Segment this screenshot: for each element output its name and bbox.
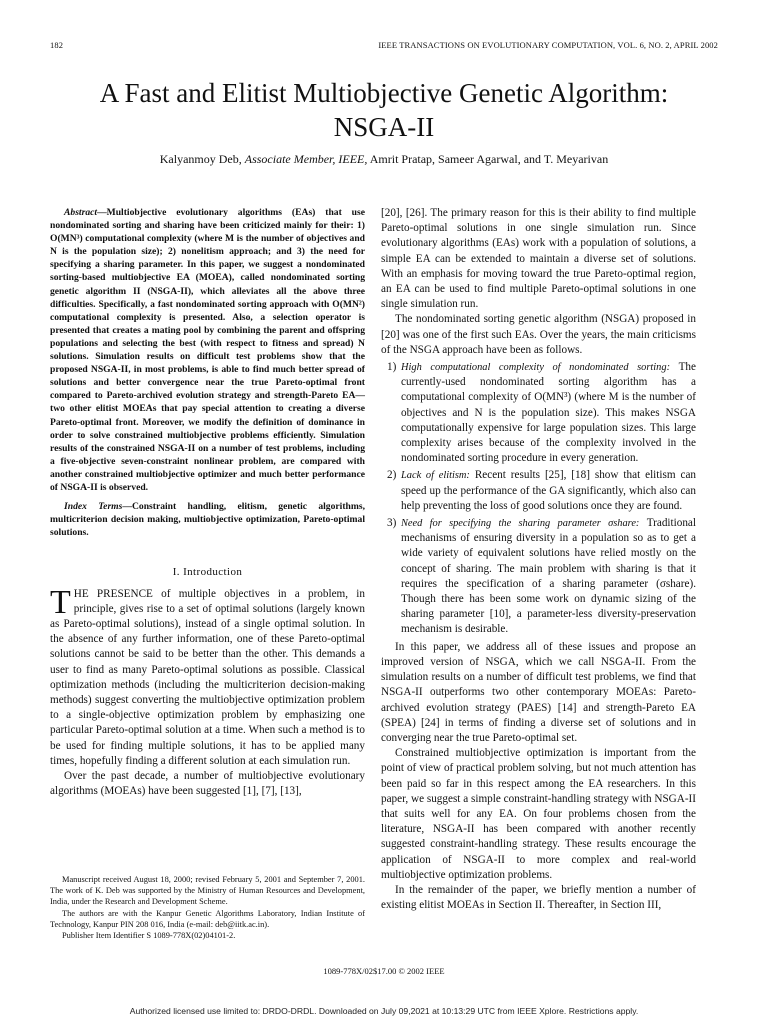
license-notice: Authorized licensed use limited to: DRDO-DRDL. Downloaded on July 09,2021 at 10:13:29 UTC from IEEE Xplore. Restrictions apply. — [129, 1006, 639, 1016]
list-item-heading: High computational complexity of nondominated sorting: — [401, 362, 671, 374]
list-item-number: 3) — [387, 517, 397, 530]
author-others: Amrit Pratap, Sameer Agarwal, and T. Meyarivan — [369, 152, 609, 166]
drop-cap: T — [50, 583, 71, 621]
footnote-affiliation: The authors are with the Kanpur Genetic Algorithms Laboratory, Indian Institute of Technology, Kanpur PIN 208 016, India (e-mail: deb@iitk.ac.in). — [50, 908, 365, 929]
list-item-number: 1) — [387, 361, 397, 374]
list-item-heading: Lack of elitism: — [401, 470, 470, 482]
copyright-line: 1089-778X/02$17.00 © 2002 IEEE — [323, 966, 445, 976]
section-heading-introduction: I. Introduction — [172, 566, 243, 579]
title-line-1: A Fast and Elitist Multiobjective Genetic Algorithm: — [99, 78, 669, 108]
list-item — [381, 360, 696, 466]
page-number: 182 — [50, 40, 64, 50]
intro-paragraph-2: Over the past decade, a number of multiobjective evolutionary algorithms (MOEAs) have been suggested [1], [7], [13], — [50, 769, 365, 798]
paper-title — [40, 76, 728, 144]
list-item-text: Recent results [25], [18] show that elitism can speed up the performance of the GA significantly, which also can help preventing the loss of good solutions once they are found. — [401, 469, 696, 512]
journal-header: IEEE TRANSACTIONS ON EVOLUTIONARY COMPUTATION, VOL. 6, NO. 2, APRIL 2002 — [378, 40, 718, 50]
running-header — [50, 40, 718, 54]
abstract-text: —Multiobjective evolutionary algorithms (EAs) that use nondominated sorting and sharing have been criticized mainly for their: 1) O(MN³) computational complexity (where M is the number of objectives and N is the population size); 2) nonelitism approach; and 3) the need for specifying a sharing parameter. In this paper, we suggest a nondominated sorting-based multiobjective EA (MOEA), called nondominated sorting genetic algorithm II (NSGA-II), which alleviates all the above three difficulties. Specifically, a fast nondominated sorting approach with O(MN²) computational complexity is presented. Also, a selection operator is presented that creates a mating pool by combining the parent and offspring populations and selecting the best (with respect to fitness and spread) N solutions. Simulation results on difficult test problems show that the proposed NSGA-II, in most problems, is able to find much better spread of solutions and better convergence near the true Pareto-optimal front compared to Pareto-archived evolution strategy and strength-Pareto EA—two other elitist MOEAs that pay special attention to creating a diverse Pareto-optimal front. Moreover, we modify the definition of dominance in order to solve constrained multiobjective problems efficiently. Simulation results of the constrained NSGA-II on a number of test problems, including a five-objective seven-constraint nonlinear problem, are compared with another constrained multiobjective optimizer and much better performance of NSGA-II is observed. — [50, 207, 365, 493]
right-paragraph-2: The nondominated sorting genetic algorithm (NSGA) proposed in [20] was one of the first such EAs. Over the years, the main criticisms of the NSGA approach have been as follows. — [381, 313, 696, 356]
author-affiliation: Associate Member, IEEE, — [244, 152, 368, 166]
abstract-label: Abstract — [64, 207, 98, 218]
footnote-publisher-id: Publisher Item Identifier S 1089-778X(02)04101-2. — [62, 931, 236, 941]
intro-paragraph-1 — [50, 583, 365, 769]
title-line-2: NSGA-II — [333, 112, 435, 142]
list-item-text: The currently-used nondominated sorting algorithm has a computational complexity of O(MN³) (where M is the number of objectives and N is the population size). This makes NSGA computationally expensive for large population sizes. This large complexity arises because of the complexity involved in the nondominated sorting procedure in every generation. — [401, 361, 696, 465]
right-paragraph-5: In the remainder of the paper, we briefly mention a number of existing elitist MOEAs in Section II. Thereafter, in Section III, — [381, 883, 696, 912]
intro-paragraph-1-text: HE PRESENCE of multiple objectives in a problem, in principle, gives rise to a set of optimal solutions (largely known as Pareto-optimal solutions), instead of a single optimal solution. In the absence of any further information, one of these Pareto-optimal solutions cannot be said to be better than the other. This demands a user to find as many Pareto-optimal solutions as possible. Classical optimization methods (including the multicriterion decision-making methods) suggest converting the multiobjective optimization problem to a single-objective optimization problem by emphasizing one particular Pareto-optimal solution at a time. When such a method is to be used for finding multiple solutions, it has to be applied many times, hopefully finding a different solution at each simulation run. — [50, 587, 365, 767]
right-paragraph-3: In this paper, we address all of these issues and propose an improved version of NSGA, which we call NSGA-II. From the simulation results on a number of difficult test problems, we find that NSGA-II outperforms two other contemporary MOEAs: Pareto-archived evolution strategy (PAES) [14] and strength-Pareto EA (SPEA) [24] in terms of finding a diverse set of solutions and in converging near the true Pareto-optimal set. — [381, 640, 696, 744]
criticism-list — [381, 360, 696, 638]
index-terms-text: —Constraint handling, elitism, genetic algorithms, multicriterion decision making, multiobjective optimization, Pareto-optimal solutions. — [50, 501, 365, 539]
left-column — [50, 206, 365, 799]
list-item-number: 2) — [387, 469, 397, 482]
abstract — [50, 206, 365, 494]
footnote-manuscript: Manuscript received August 18, 2000; revised February 5, 2001 and September 7, 2001. The work of K. Deb was supported by the Ministry of Human Resources and Development, India, under the Research and Development Scheme. — [50, 875, 365, 907]
author-primary: Kalyanmoy Deb, — [159, 152, 242, 166]
right-paragraph-4: Constrained multiobjective optimization is important from the point of view of practical problem solving, but not much attention has been paid so far in this respect among the EA researchers. In this paper, we suggest a simple constraint-handling strategy with NSGA-II that suits well for any EA. On four problems chosen from the literature, NSGA-II has been compared with another recently suggested constraint-handling strategy. These results encourage the application of NSGA-II to more complex and real-world multiobjective optimization problems. — [381, 747, 696, 881]
list-item — [381, 516, 696, 638]
right-column — [381, 206, 696, 913]
footnote — [50, 874, 365, 941]
author-list — [40, 152, 728, 167]
list-item-heading: Need for specifying the sharing parameter σshare: — [401, 518, 640, 530]
index-terms — [50, 500, 365, 539]
index-terms-label: Index Terms — [64, 501, 123, 513]
list-item-text: Traditional mechanisms of ensuring diversity in a population so as to get a wide variety of equivalent solutions have relied mostly on the concept of sharing. The main problem with sharing is that it requires the specification of a sharing parameter (σshare). Though there has been some work on dynamic sizing of the sharing parameter [10], a parameter-less diversity-preservation mechanism is desirable. — [401, 517, 697, 636]
list-item — [381, 468, 696, 514]
right-paragraph-1: [20], [26]. The primary reason for this is their ability to find multiple Pareto-optimal solutions in one single simulation run. Since evolutionary algorithms (EAs) work with a population of solutions, a simple EA can be extended to maintain a diverse set of solutions. With an emphasis for moving toward the true Pareto-optimal region, an EA can be used to find multiple Pareto-optimal solutions in one single simulation run. — [381, 207, 696, 311]
